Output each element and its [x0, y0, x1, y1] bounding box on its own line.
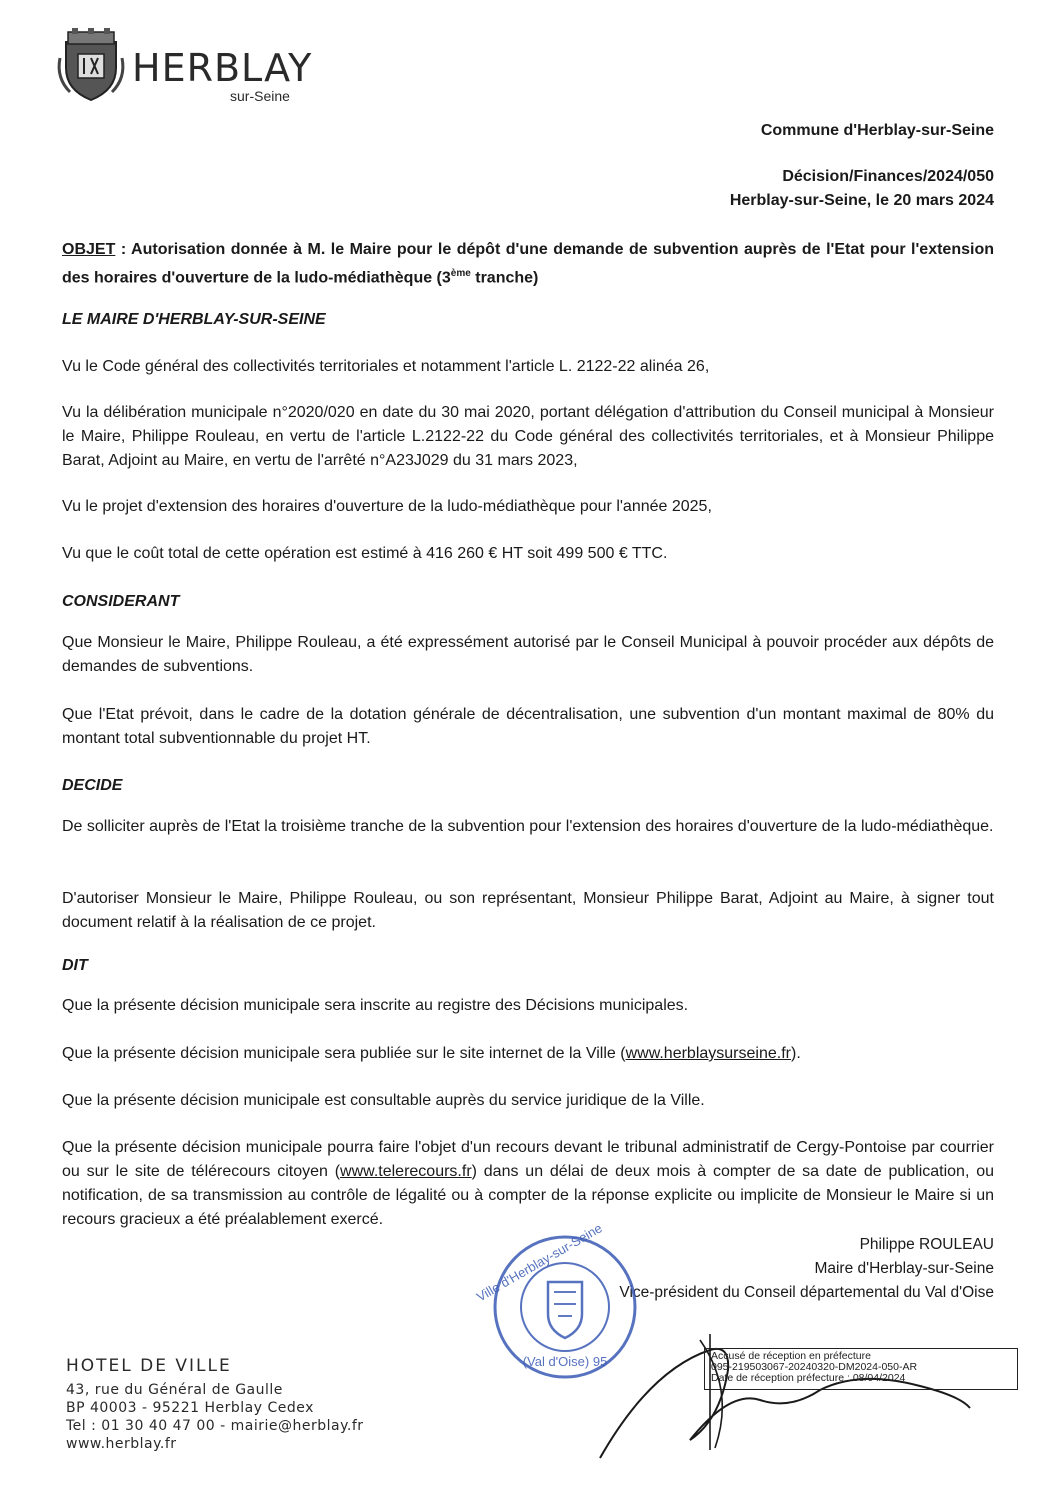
considerant-paragraph-1: Que Monsieur le Maire, Philippe Rouleau, a été expressément autorisé par le Conseil Municipal à pouvoir procéder aux dépôts de demandes de subventions. — [62, 634, 994, 675]
considerant-paragraph-2: Que l'Etat prévoit, dans le cadre de la dotation générale de décentralisation, une subvention d'un montant maximal de 80% du montant total subventionnable du projet HT. — [62, 706, 994, 747]
telerecours-link[interactable]: www.telerecours.fr — [340, 1163, 472, 1180]
signatory-name: Philippe ROULEAU — [859, 1236, 994, 1253]
objet-sup: ème — [450, 268, 471, 279]
dit-paragraph-4 — [62, 1136, 994, 1232]
dit-4-pre: Que la présente décision municipale pourra faire l'objet d'un recours devant le tribunal administratif de Cergy-Pontoise par courrier ou sur le site de télérecours citoyen ( — [62, 1139, 994, 1180]
footer-title: HOTEL DE VILLE — [66, 1356, 232, 1376]
heading-dit: DIT — [62, 957, 88, 974]
website-link[interactable]: www.herblaysurseine.fr — [625, 1045, 791, 1062]
footer-contact: Tel : 01 30 40 47 00 - mairie@herblay.fr — [66, 1418, 364, 1434]
decision-reference: Décision/Finances/2024/050 — [782, 168, 994, 185]
footer-address: 43, rue du Général de Gaulle — [66, 1382, 283, 1398]
receipt-line-3: Date de réception préfecture : 08/04/2024 — [711, 1372, 906, 1384]
objet-label: OBJET — [62, 241, 116, 258]
vu-paragraph-2: Vu la délibération municipale n°2020/020 en date du 30 mai 2020, portant délégation d'attribution du Conseil municipal à Monsieur le Maire, Philippe Rouleau, en vertu de l'article L.2122-22 du Code général des collectivités territoriales, et à Monsieur Philippe Barat, Adjoint au Maire, en vertu de l'arrêté n°A23J029 du 31 mars 2023, — [62, 404, 994, 469]
vu-paragraph-1: Vu le Code général des collectivités territoriales et notamment l'article L. 2122-22 alinéa 26, — [62, 358, 710, 375]
signatory-title: Maire d'Herblay-sur-Seine — [814, 1260, 994, 1277]
footer-postal: BP 40003 - 95221 Herblay Cedex — [66, 1400, 314, 1416]
dit-paragraph-1: Que la présente décision municipale sera inscrite au registre des Décisions municipales. — [62, 997, 689, 1014]
decide-paragraph-2: D'autoriser Monsieur le Maire, Philippe Rouleau, ou son représentant, Monsieur Philippe Barat, Adjoint au Maire, à signer tout document relatif à la réalisation de ce projet. — [62, 890, 994, 931]
receipt-line-2: 095-219503067-20240320-DM2024-050-AR — [711, 1361, 918, 1373]
city-crest-icon — [58, 28, 124, 102]
footer-website[interactable]: www.herblay.fr — [66, 1436, 177, 1452]
vu-paragraph-3: Vu le projet d'extension des horaires d'ouverture de la ludo-médiathèque pour l'année 2025, — [62, 498, 712, 515]
decide-paragraph-1: De solliciter auprès de l'Etat la troisième tranche de la subvention pour l'extension des horaires d'ouverture de la ludo-médiathèque. — [62, 818, 994, 835]
dit-2-pre: Que la présente décision municipale sera publiée sur le site internet de la Ville ( — [62, 1045, 626, 1062]
vu-paragraph-4: Vu que le coût total de cette opération est estimé à 416 260 € HT soit 499 500 € TTC. — [62, 545, 668, 562]
logo-name: HERBLAY — [132, 46, 313, 90]
svg-text:(Val d'Oise) 95: (Val d'Oise) 95 — [522, 1354, 608, 1369]
dit-4-post: ) dans un délai de deux mois à compter de sa date de publication, ou notification, de sa transmission au contrôle de légalité ou à compter de la réponse explicite ou implicite de Monsieur le Maire si un recours gracieux a été préalablement exercé. — [62, 1163, 994, 1228]
objet-paragraph — [62, 238, 994, 290]
receipt-line-1: Accusé de réception en préfecture — [711, 1350, 871, 1362]
logo-subtitle: sur-Seine — [230, 88, 290, 104]
heading-decide: DECIDE — [62, 777, 123, 794]
herblay-logo — [58, 28, 338, 108]
dit-2-post: ). — [790, 1045, 801, 1062]
place-date: Herblay-sur-Seine, le 20 mars 2024 — [729, 192, 994, 209]
dit-paragraph-3: Que la présente décision municipale est consultable auprès du service juridique de la Ville. — [62, 1092, 705, 1109]
signatory-role: Vice-président du Conseil départemental du Val d'Oise — [619, 1284, 994, 1301]
svg-text:Ville d'Herblay-sur-Seine: Ville d'Herblay-sur-Seine — [473, 1220, 605, 1305]
prefecture-receipt-box — [704, 1348, 1018, 1390]
objet-text-2: tranche) — [470, 269, 539, 287]
commune-name: Commune d'Herblay-sur-Seine — [760, 122, 994, 139]
heading-maire: LE MAIRE D'HERBLAY-SUR-SEINE — [62, 311, 326, 328]
heading-considerant: CONSIDERANT — [62, 593, 180, 610]
dit-paragraph-2 — [62, 1042, 994, 1066]
objet-text-1: : Autorisation donnée à M. le Maire pour le dépôt d'une demande de subvention auprès de l'Etat pour l'extension des horaires d'ouverture de la ludo-médiathèque (3 — [62, 241, 994, 287]
